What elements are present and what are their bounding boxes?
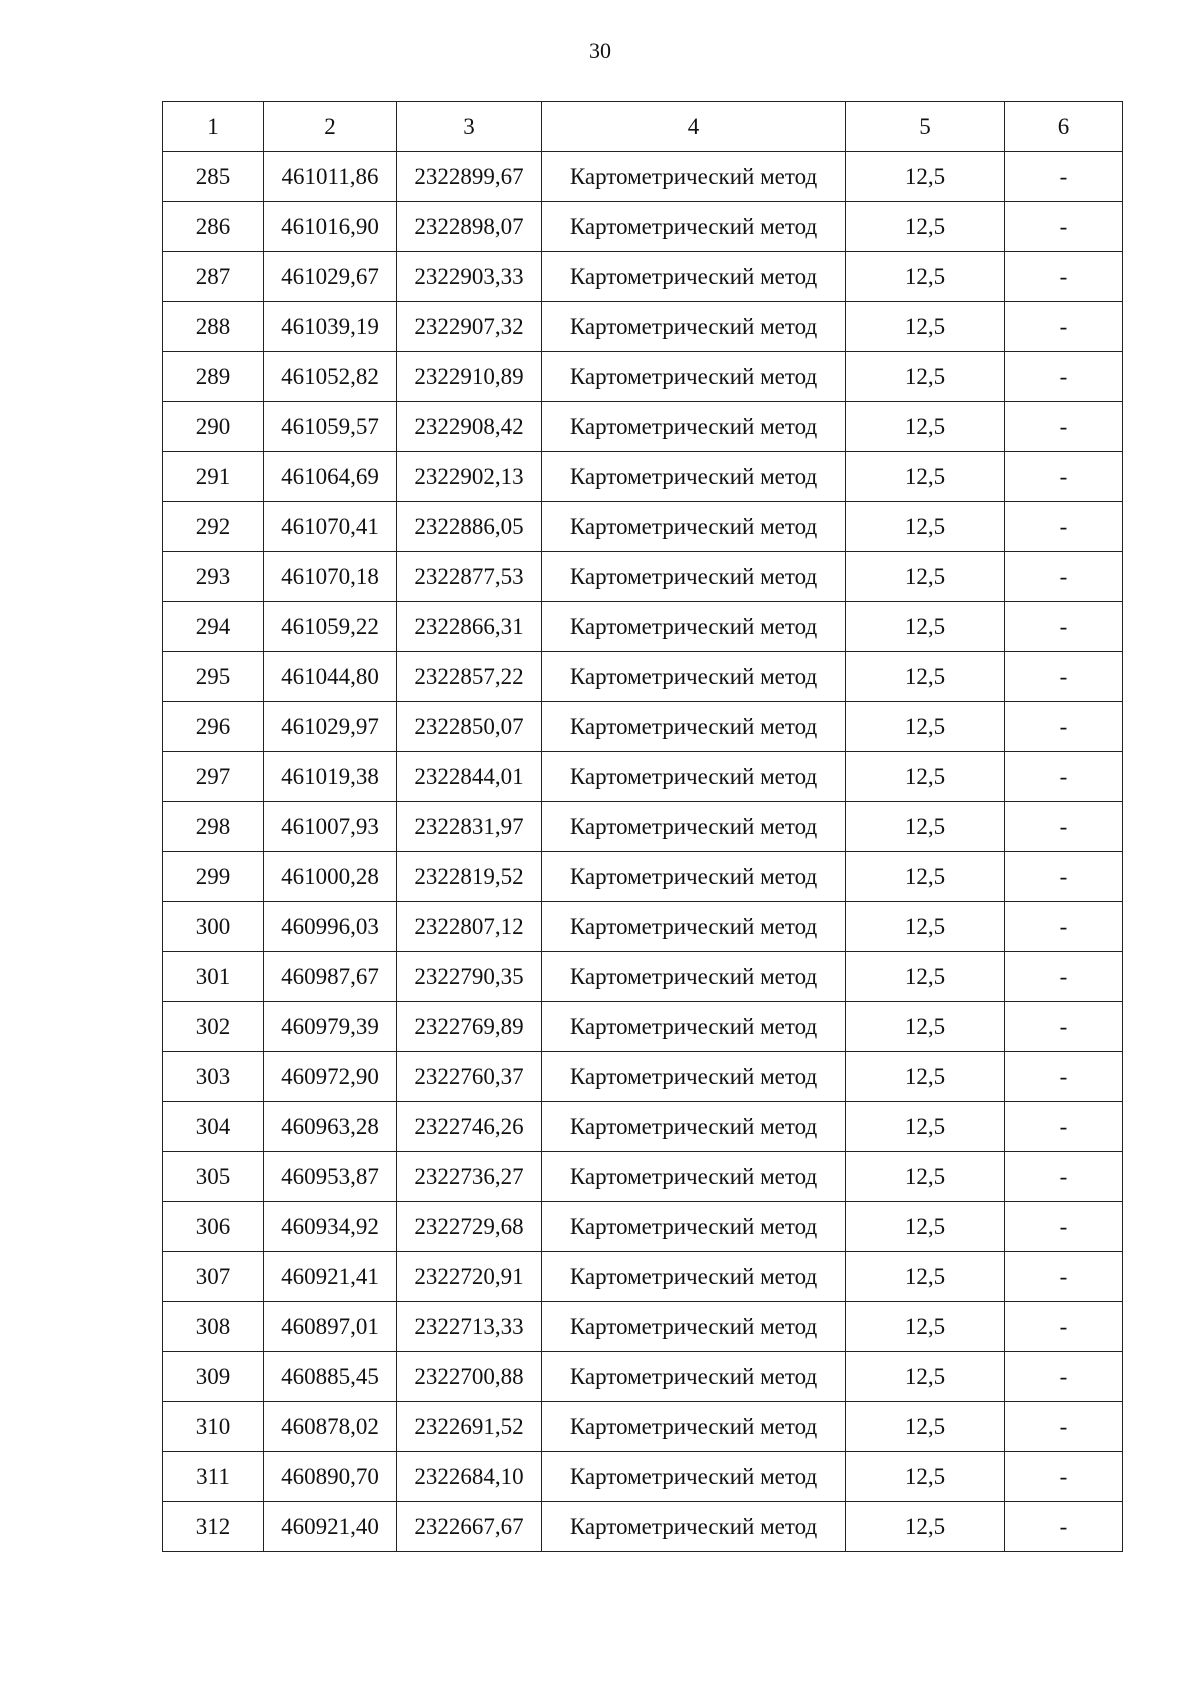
table-row	[163, 252, 1123, 302]
accuracy-cell: 12,5	[846, 302, 1005, 352]
point-number-cell: 300	[163, 902, 264, 952]
table-row	[163, 1002, 1123, 1052]
y-coordinate-cell: 2322769,89	[397, 1002, 542, 1052]
accuracy-cell: 12,5	[846, 1252, 1005, 1302]
coordinates-table	[162, 101, 1123, 1552]
method-cell: Картометрический метод	[542, 1502, 846, 1552]
method-cell: Картометрический метод	[542, 1152, 846, 1202]
column-header-4: 4	[542, 102, 846, 152]
method-cell: Картометрический метод	[542, 402, 846, 452]
x-coordinate-cell: 460878,02	[264, 1402, 397, 1452]
x-coordinate-cell: 461044,80	[264, 652, 397, 702]
table-row	[163, 1352, 1123, 1402]
method-cell: Картометрический метод	[542, 702, 846, 752]
accuracy-cell: 12,5	[846, 602, 1005, 652]
x-coordinate-cell: 460921,40	[264, 1502, 397, 1552]
y-coordinate-cell: 2322907,32	[397, 302, 542, 352]
method-cell: Картометрический метод	[542, 852, 846, 902]
method-cell: Картометрический метод	[542, 1052, 846, 1102]
point-number-cell: 293	[163, 552, 264, 602]
accuracy-cell: 12,5	[846, 502, 1005, 552]
y-coordinate-cell: 2322857,22	[397, 652, 542, 702]
point-number-cell: 299	[163, 852, 264, 902]
table-row	[163, 452, 1123, 502]
point-number-cell: 294	[163, 602, 264, 652]
accuracy-cell: 12,5	[846, 1102, 1005, 1152]
accuracy-cell: 12,5	[846, 1052, 1005, 1102]
point-number-cell: 310	[163, 1402, 264, 1452]
y-coordinate-cell: 2322819,52	[397, 852, 542, 902]
table-body	[163, 152, 1123, 1552]
y-coordinate-cell: 2322902,13	[397, 452, 542, 502]
x-coordinate-cell: 460897,01	[264, 1302, 397, 1352]
note-cell: -	[1005, 802, 1123, 852]
method-cell: Картометрический метод	[542, 1102, 846, 1152]
table-row	[163, 1502, 1123, 1552]
y-coordinate-cell: 2322866,31	[397, 602, 542, 652]
y-coordinate-cell: 2322667,67	[397, 1502, 542, 1552]
column-header-3: 3	[397, 102, 542, 152]
column-header-1: 1	[163, 102, 264, 152]
accuracy-cell: 12,5	[846, 1352, 1005, 1402]
accuracy-cell: 12,5	[846, 802, 1005, 852]
point-number-cell: 301	[163, 952, 264, 1002]
note-cell: -	[1005, 152, 1123, 202]
note-cell: -	[1005, 952, 1123, 1002]
x-coordinate-cell: 461059,57	[264, 402, 397, 452]
y-coordinate-cell: 2322807,12	[397, 902, 542, 952]
accuracy-cell: 12,5	[846, 202, 1005, 252]
method-cell: Картометрический метод	[542, 302, 846, 352]
table-row	[163, 1202, 1123, 1252]
table-row	[163, 1402, 1123, 1452]
note-cell: -	[1005, 552, 1123, 602]
method-cell: Картометрический метод	[542, 802, 846, 852]
point-number-cell: 302	[163, 1002, 264, 1052]
method-cell: Картометрический метод	[542, 752, 846, 802]
y-coordinate-cell: 2322886,05	[397, 502, 542, 552]
y-coordinate-cell: 2322844,01	[397, 752, 542, 802]
point-number-cell: 303	[163, 1052, 264, 1102]
accuracy-cell: 12,5	[846, 1152, 1005, 1202]
table-row	[163, 652, 1123, 702]
table-row	[163, 502, 1123, 552]
point-number-cell: 307	[163, 1252, 264, 1302]
table-row	[163, 352, 1123, 402]
table-row	[163, 1152, 1123, 1202]
y-coordinate-cell: 2322713,33	[397, 1302, 542, 1352]
method-cell: Картометрический метод	[542, 152, 846, 202]
point-number-cell: 306	[163, 1202, 264, 1252]
table-row	[163, 202, 1123, 252]
point-number-cell: 297	[163, 752, 264, 802]
point-number-cell: 287	[163, 252, 264, 302]
table-row	[163, 1102, 1123, 1152]
table-row	[163, 852, 1123, 902]
method-cell: Картометрический метод	[542, 202, 846, 252]
note-cell: -	[1005, 752, 1123, 802]
note-cell: -	[1005, 1302, 1123, 1352]
note-cell: -	[1005, 452, 1123, 502]
x-coordinate-cell: 461064,69	[264, 452, 397, 502]
x-coordinate-cell: 460963,28	[264, 1102, 397, 1152]
x-coordinate-cell: 460921,41	[264, 1252, 397, 1302]
x-coordinate-cell: 460972,90	[264, 1052, 397, 1102]
note-cell: -	[1005, 1402, 1123, 1452]
y-coordinate-cell: 2322700,88	[397, 1352, 542, 1402]
note-cell: -	[1005, 1002, 1123, 1052]
point-number-cell: 296	[163, 702, 264, 752]
x-coordinate-cell: 461039,19	[264, 302, 397, 352]
table-row	[163, 902, 1123, 952]
x-coordinate-cell: 460885,45	[264, 1352, 397, 1402]
y-coordinate-cell: 2322877,53	[397, 552, 542, 602]
point-number-cell: 285	[163, 152, 264, 202]
x-coordinate-cell: 461059,22	[264, 602, 397, 652]
x-coordinate-cell: 460987,67	[264, 952, 397, 1002]
note-cell: -	[1005, 652, 1123, 702]
point-number-cell: 304	[163, 1102, 264, 1152]
method-cell: Картометрический метод	[542, 252, 846, 302]
accuracy-cell: 12,5	[846, 1452, 1005, 1502]
accuracy-cell: 12,5	[846, 352, 1005, 402]
method-cell: Картометрический метод	[542, 452, 846, 502]
column-header-5: 5	[846, 102, 1005, 152]
table-row	[163, 1052, 1123, 1102]
x-coordinate-cell: 461029,67	[264, 252, 397, 302]
x-coordinate-cell: 461029,97	[264, 702, 397, 752]
accuracy-cell: 12,5	[846, 702, 1005, 752]
x-coordinate-cell: 461007,93	[264, 802, 397, 852]
y-coordinate-cell: 2322831,97	[397, 802, 542, 852]
table-row	[163, 402, 1123, 452]
method-cell: Картометрический метод	[542, 552, 846, 602]
table-row	[163, 1252, 1123, 1302]
point-number-cell: 311	[163, 1452, 264, 1502]
note-cell: -	[1005, 202, 1123, 252]
table-row	[163, 1302, 1123, 1352]
y-coordinate-cell: 2322910,89	[397, 352, 542, 402]
y-coordinate-cell: 2322736,27	[397, 1152, 542, 1202]
table-row	[163, 552, 1123, 602]
table-row	[163, 952, 1123, 1002]
accuracy-cell: 12,5	[846, 1502, 1005, 1552]
accuracy-cell: 12,5	[846, 1402, 1005, 1452]
table-row	[163, 602, 1123, 652]
method-cell: Картометрический метод	[542, 952, 846, 1002]
x-coordinate-cell: 460890,70	[264, 1452, 397, 1502]
note-cell: -	[1005, 852, 1123, 902]
note-cell: -	[1005, 1152, 1123, 1202]
accuracy-cell: 12,5	[846, 902, 1005, 952]
point-number-cell: 289	[163, 352, 264, 402]
x-coordinate-cell: 460996,03	[264, 902, 397, 952]
x-coordinate-cell: 461011,86	[264, 152, 397, 202]
x-coordinate-cell: 461019,38	[264, 752, 397, 802]
point-number-cell: 309	[163, 1352, 264, 1402]
method-cell: Картометрический метод	[542, 352, 846, 402]
method-cell: Картометрический метод	[542, 1202, 846, 1252]
accuracy-cell: 12,5	[846, 852, 1005, 902]
x-coordinate-cell: 461070,18	[264, 552, 397, 602]
method-cell: Картометрический метод	[542, 602, 846, 652]
x-coordinate-cell: 460953,87	[264, 1152, 397, 1202]
accuracy-cell: 12,5	[846, 752, 1005, 802]
accuracy-cell: 12,5	[846, 952, 1005, 1002]
note-cell: -	[1005, 602, 1123, 652]
method-cell: Картометрический метод	[542, 1302, 846, 1352]
table-row	[163, 1452, 1123, 1502]
point-number-cell: 291	[163, 452, 264, 502]
column-header-6: 6	[1005, 102, 1123, 152]
point-number-cell: 312	[163, 1502, 264, 1552]
method-cell: Картометрический метод	[542, 1352, 846, 1402]
note-cell: -	[1005, 1052, 1123, 1102]
accuracy-cell: 12,5	[846, 1302, 1005, 1352]
note-cell: -	[1005, 502, 1123, 552]
method-cell: Картометрический метод	[542, 1402, 846, 1452]
note-cell: -	[1005, 1102, 1123, 1152]
y-coordinate-cell: 2322746,26	[397, 1102, 542, 1152]
note-cell: -	[1005, 902, 1123, 952]
point-number-cell: 295	[163, 652, 264, 702]
method-cell: Картометрический метод	[542, 502, 846, 552]
note-cell: -	[1005, 402, 1123, 452]
x-coordinate-cell: 461070,41	[264, 502, 397, 552]
table-row	[163, 302, 1123, 352]
y-coordinate-cell: 2322720,91	[397, 1252, 542, 1302]
note-cell: -	[1005, 352, 1123, 402]
header-row	[163, 102, 1123, 152]
accuracy-cell: 12,5	[846, 252, 1005, 302]
y-coordinate-cell: 2322850,07	[397, 702, 542, 752]
column-header-2: 2	[264, 102, 397, 152]
point-number-cell: 288	[163, 302, 264, 352]
method-cell: Картометрический метод	[542, 1252, 846, 1302]
accuracy-cell: 12,5	[846, 552, 1005, 602]
y-coordinate-cell: 2322899,67	[397, 152, 542, 202]
y-coordinate-cell: 2322729,68	[397, 1202, 542, 1252]
y-coordinate-cell: 2322903,33	[397, 252, 542, 302]
note-cell: -	[1005, 1352, 1123, 1402]
point-number-cell: 292	[163, 502, 264, 552]
table-row	[163, 752, 1123, 802]
x-coordinate-cell: 460979,39	[264, 1002, 397, 1052]
x-coordinate-cell: 460934,92	[264, 1202, 397, 1252]
x-coordinate-cell: 461016,90	[264, 202, 397, 252]
method-cell: Картометрический метод	[542, 1002, 846, 1052]
table-row	[163, 152, 1123, 202]
y-coordinate-cell: 2322684,10	[397, 1452, 542, 1502]
y-coordinate-cell: 2322908,42	[397, 402, 542, 452]
x-coordinate-cell: 461000,28	[264, 852, 397, 902]
note-cell: -	[1005, 1502, 1123, 1552]
note-cell: -	[1005, 1252, 1123, 1302]
accuracy-cell: 12,5	[846, 152, 1005, 202]
point-number-cell: 298	[163, 802, 264, 852]
y-coordinate-cell: 2322898,07	[397, 202, 542, 252]
point-number-cell: 286	[163, 202, 264, 252]
note-cell: -	[1005, 702, 1123, 752]
y-coordinate-cell: 2322790,35	[397, 952, 542, 1002]
table-row	[163, 702, 1123, 752]
method-cell: Картометрический метод	[542, 902, 846, 952]
x-coordinate-cell: 461052,82	[264, 352, 397, 402]
note-cell: -	[1005, 252, 1123, 302]
note-cell: -	[1005, 1452, 1123, 1502]
point-number-cell: 305	[163, 1152, 264, 1202]
accuracy-cell: 12,5	[846, 1202, 1005, 1252]
note-cell: -	[1005, 1202, 1123, 1252]
method-cell: Картометрический метод	[542, 652, 846, 702]
accuracy-cell: 12,5	[846, 1002, 1005, 1052]
table-header	[163, 102, 1123, 152]
table-row	[163, 802, 1123, 852]
note-cell: -	[1005, 302, 1123, 352]
accuracy-cell: 12,5	[846, 402, 1005, 452]
accuracy-cell: 12,5	[846, 652, 1005, 702]
accuracy-cell: 12,5	[846, 452, 1005, 502]
y-coordinate-cell: 2322760,37	[397, 1052, 542, 1102]
method-cell: Картометрический метод	[542, 1452, 846, 1502]
page-number: 30	[589, 38, 611, 63]
y-coordinate-cell: 2322691,52	[397, 1402, 542, 1452]
point-number-cell: 308	[163, 1302, 264, 1352]
point-number-cell: 290	[163, 402, 264, 452]
